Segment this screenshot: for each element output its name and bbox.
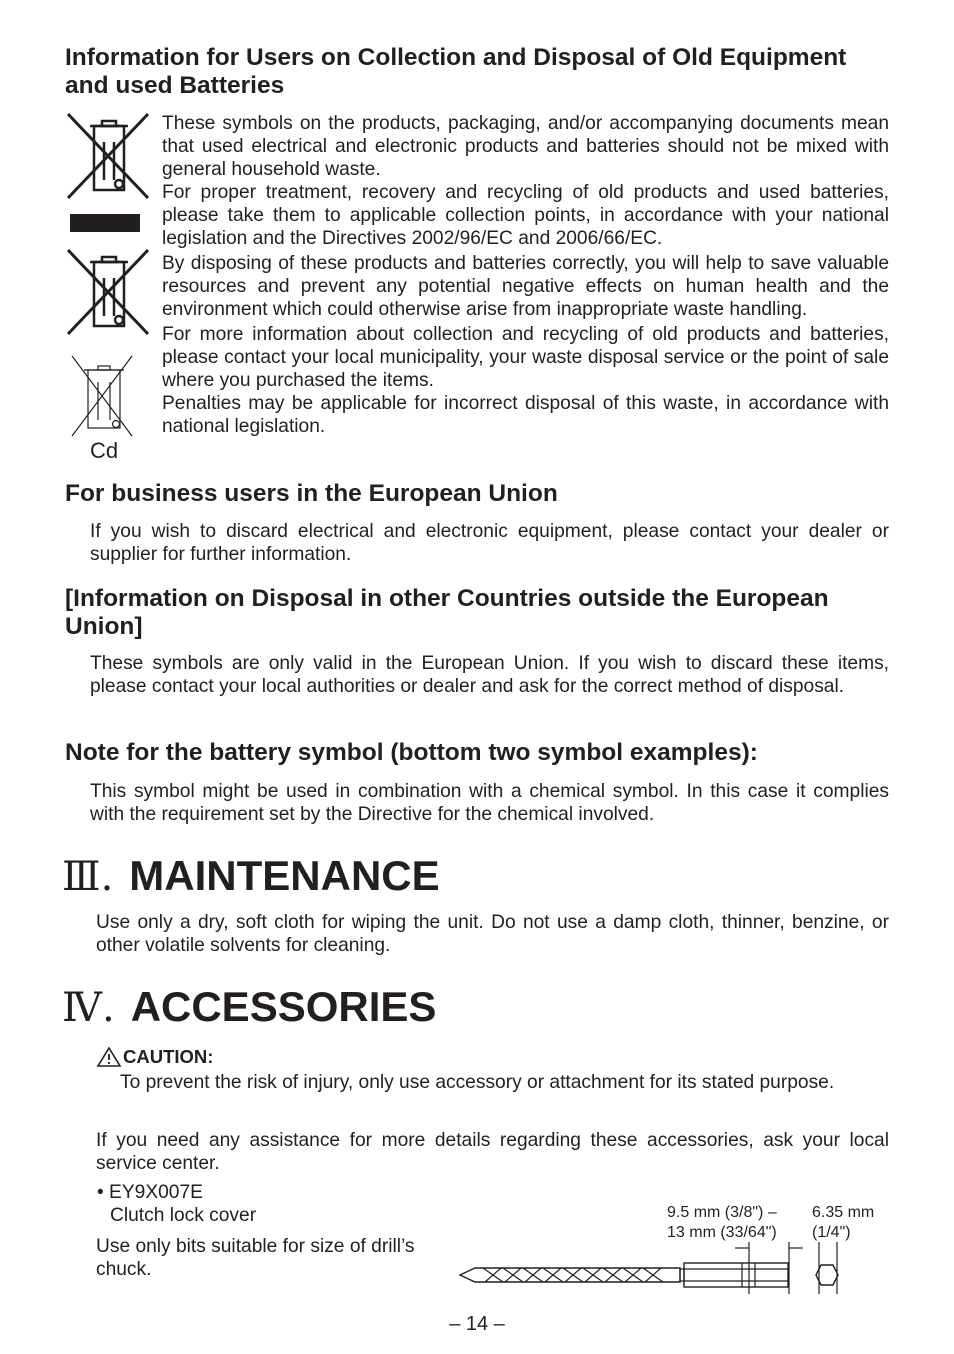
section-heading-business: For business users in the European Union	[65, 480, 558, 507]
disposal-paragraph: For proper treatment, recovery and recycling of old products and used batteries, please take them to applicable collection points, in accordance with your national legislation and the Directives 2002/96/EC and 2006/66/EC.	[162, 182, 889, 249]
maintenance-numeral: Ⅲ.	[62, 854, 114, 900]
assistance-text: If you need any assistance for more details regarding these accessories, ask your local service center.	[96, 1130, 889, 1174]
crossed-bin-icon	[72, 356, 132, 436]
disposal-paragraph: For more information about collection and recycling of old products and batteries, please contact your local municipality, your waste disposal service or the point of sale where you purchased the items.	[162, 324, 889, 391]
page-number: – 14 –	[449, 1313, 505, 1335]
dim-label-hex-size: (1/4")	[812, 1224, 851, 1241]
accessory-item	[97, 1181, 256, 1227]
maintenance-title: MAINTENANCE	[129, 852, 440, 899]
outside-eu-text: These symbols are only valid in the European Union. If you wish to discard these items, please contact your local authorities or dealer and ask for the correct method of disposal.	[90, 653, 889, 697]
business-text: If you wish to discard electrical and electronic equipment, please contact your dealer or supplier for further information.	[90, 521, 889, 565]
accessories-heading	[62, 983, 436, 1032]
dim-label-chuck-size: 13 mm (33/64")	[667, 1224, 777, 1241]
battery-note-text: This symbol might be used in combination with a chemical symbol. In this case it complies with the requirement set by the Directive for the chemical involved.	[90, 781, 889, 825]
drill-bit-diagram	[455, 1200, 895, 1300]
section-heading-disposal: Information for Users on Collection and Disposal of Old Equipment and used Batteries	[65, 44, 847, 99]
accessory-name: Clutch lock cover	[110, 1205, 257, 1226]
maintenance-text: Use only a dry, soft cloth for wiping the unit. Do not use a damp cloth, thinner, benzine, or other volatile solvents for cleaning.	[96, 912, 889, 956]
weee-symbols	[64, 112, 154, 467]
dim-label-hex-size: 6.35 mm	[812, 1204, 875, 1221]
solid-bar-icon	[70, 214, 140, 232]
accessories-numeral: Ⅳ.	[62, 985, 115, 1031]
disposal-paragraph: By disposing of these products and batteries correctly, you will help to save valuable resources and prevent any potential negative effects on human health and the environment which could otherwise arise from inappropriate waste handling.	[162, 253, 889, 320]
dim-label-chuck-size: 9.5 mm (3/8") –	[667, 1204, 777, 1221]
disposal-paragraph: These symbols on the products, packaging, and/or accompanying documents mean that used electrical and electronic products and batteries should not be mixed with general household waste.	[162, 113, 889, 180]
caution-text: To prevent the risk of injury, only use accessory or attachment for its stated purpose.	[120, 1072, 835, 1093]
cadmium-label: Cd	[90, 438, 119, 463]
section-heading-outside-eu: [Information on Disposal in other Countries outside the European Union]	[65, 585, 829, 640]
section-heading-battery-note: Note for the battery symbol (bottom two symbol examples):	[65, 739, 758, 766]
accessories-title: ACCESSORIES	[130, 983, 437, 1030]
maintenance-heading	[62, 852, 440, 901]
caution-row	[96, 1046, 213, 1068]
bits-text: Use only bits suitable for size of drill’s chuck.	[96, 1236, 415, 1280]
accessory-code: • EY9X007E	[97, 1182, 203, 1203]
crossed-bin-icon	[68, 250, 148, 334]
warning-triangle-icon	[96, 1046, 122, 1068]
caution-label: CAUTION:	[123, 1046, 214, 1067]
disposal-text-block	[162, 112, 889, 438]
crossed-bin-icon	[68, 114, 148, 198]
disposal-paragraph: Penalties may be applicable for incorrect disposal of this waste, in accordance with national legislation.	[162, 393, 889, 437]
